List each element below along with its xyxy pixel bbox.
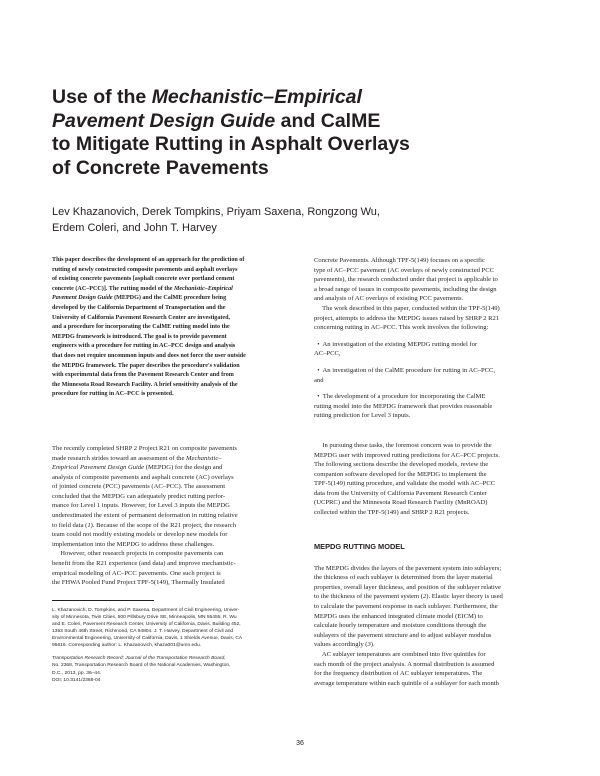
abstract-line: that does not require uncommon inputs and does not force the user outside: [52, 352, 246, 359]
text-line: Concrete Pavements. Although TPF-5(149) focuses on a specific: [314, 257, 485, 264]
author-line: Lev Khazanovich, Derek Tompkins, Priyam Saxena, Rongzong Wu,: [52, 206, 380, 218]
text-line: and: [314, 376, 324, 384]
text-line: mance for Level 1 inputs. However, for Level 3 inputs the MEPDG: [52, 502, 230, 510]
bullet-item: [314, 392, 558, 421]
text-line: • An investigation of the existing MEPDG rutting model for: [314, 340, 478, 348]
text-line: team could not modify existing models or develop new models for: [52, 531, 228, 539]
title-line: of Concrete Pavements: [52, 156, 269, 179]
intro-paragraph: [52, 444, 300, 588]
footnote-line: 1353 South 46th Street, Richmond, CA 94804. J. T. Harvey, Department of Civil and: [52, 629, 234, 635]
text-line: properties, overall layer thickness, and position of the sublayer relative: [314, 583, 501, 591]
title-line: to Mitigate Rutting in Asphalt Overlays: [52, 133, 410, 155]
affiliation-footnote: [52, 607, 300, 650]
text-line: type of AC–PCC pavement (AC overlays of newly constructed PCC: [314, 266, 495, 274]
text-line: AC sublayer temperatures are combined into five quintiles for: [314, 651, 486, 658]
text-line: The work described in this paper, conducted within the TPF-5(149): [314, 304, 500, 312]
footnote-line: D.C., 2013, pp. 36–44.: [52, 670, 102, 676]
text-line: The MEPDG divides the layers of the pavement system into sublayers;: [314, 564, 502, 572]
text-line: data from the University of California Pavement Research Center: [314, 489, 487, 497]
text-line: the FHWA Pooled Fund Project TPF-5(149), Thermally Insulated: [52, 579, 225, 587]
text-line: sublayers of the pavement structure and to adjust sublayer modulus: [314, 631, 492, 639]
text-line: The following sections describe the developed models, review the: [314, 461, 489, 469]
text-line: and analysis of AC overlays of existing PCC pavements.: [314, 295, 464, 303]
abstract-line: rutting of newly constructed composite pavements and asphalt overlays: [52, 266, 238, 273]
text-line: The recently completed SHRP 2 Project R21 on composite pavements: [52, 444, 237, 452]
text-line: project, attempts to address the MEPDG issues raised by SHRP 2 R21: [314, 314, 500, 322]
footnote-line: DOI: 10.3141/2368-04: [52, 677, 101, 683]
paper-title: [52, 86, 522, 180]
abstract-line: the Minnesota Road Research Facility. A brief sensitivity analysis of the: [52, 381, 238, 388]
text-line: AC–PCC,: [314, 350, 341, 358]
abstract-line: Pavement Design Guide (MEPDG) and the CalME procedure being: [52, 295, 227, 302]
text-line: • The development of a procedure for incorporating the CalME: [314, 393, 486, 401]
body-paragraph: [314, 441, 558, 518]
footnote-line: No. 2368, Transportation Research Board of the National Academies, Washington,: [52, 663, 231, 669]
text-line: to calculate the pavement response in each sublayer. Furthermore, the: [314, 603, 498, 611]
text-line: the thickness of each sublayer is determined from the layer material: [314, 574, 493, 582]
text-line: TPF-5(149) rutting procedure, and validate the model with AC–PCC: [314, 480, 496, 488]
body-paragraph: [314, 256, 558, 333]
section-heading: MEPDG RUTTING MODEL: [314, 541, 405, 551]
left-column: [52, 256, 300, 684]
text-line: values accordingly (3).: [314, 641, 375, 649]
footnote-divider: [52, 600, 154, 601]
abstract-line: This paper describes the development of an approach for the prediction of: [52, 257, 245, 263]
body-paragraph: [314, 564, 558, 689]
text-line: average temperature within each quintile of a sublayer for each month: [314, 679, 499, 687]
abstract-line: of existing concrete pavements [asphalt concrete over portland cement: [52, 276, 235, 283]
abstract-line: engineers with a procedure for rutting in AC–PCC design and analysis: [52, 343, 236, 350]
author-line: Erdem Coleri, and John T. Harvey: [52, 222, 217, 234]
abstract-line: the MEPDG framework. The paper describes the procedure's validation: [52, 362, 240, 369]
title-line: Use of the Mechanistic–Empirical: [52, 86, 362, 108]
right-column: [314, 256, 558, 688]
text-line: implementation into the MEPDG to address these challenges.: [52, 540, 215, 548]
abstract-line: MEPDG framework is introduced. The goal is to provide pavement: [52, 333, 227, 340]
text-line: MEPDG user with improved rutting predictions for AC–PCC projects.: [314, 451, 500, 459]
text-line: to field data (1). Because of the scope of the R21 project, the research: [52, 521, 237, 529]
text-line: analysis of composite pavements and asphalt concrete (AC) overlays: [52, 473, 234, 481]
abstract-line: and a procedure for incorporating the CalME rutting model into the: [52, 324, 230, 331]
author-list: [52, 204, 472, 236]
text-line: a broad range of issues in composite pavements, including the design: [314, 285, 497, 293]
text-line: of jointed concrete (PCC) pavements (AC–PCC). The assessment: [52, 483, 226, 491]
abstract: [52, 256, 300, 400]
text-line: • An investigation of the CalME procedure for rutting in AC–PCC,: [314, 366, 496, 374]
text-line: However, other research projects in composite pavements can: [52, 550, 224, 558]
text-line: companion software developed for the MEPDG to implement the: [314, 470, 487, 478]
text-line: In pursuing these tasks, the foremost concern was to provide the: [314, 441, 492, 449]
footnote-line: Environmental Engineering, University of California, Davis, 1 Shields Avenue, Davis, CA: [52, 636, 243, 642]
page-number: 36: [296, 740, 304, 747]
text-line: Empirical Pavement Design Guide (MEPDG) for the design and: [52, 464, 223, 472]
text-line: (UCPRC) and the Minnesota Road Research Facility (MnROAD): [314, 499, 488, 507]
text-line: for the frequency distribution of AC sublayer temperatures. The: [314, 670, 483, 678]
text-line: concluded that the MEPDG can adequately predict rutting perfor-: [52, 492, 226, 500]
footnote-line: sity of Minnesota, Twin Cities, 500 Pillsbury Drive SE, Minneapolis, MN 55455. R. Wu: [52, 614, 237, 620]
abstract-line: procedure for rutting in AC–PCC is presented.: [52, 391, 174, 398]
abstract-line: with experimental data from the Pavement Research Center and from: [52, 372, 234, 379]
abstract-line: developed by the California Department of Transportation and the: [52, 304, 226, 311]
text-line: rutting prediction for Level 3 inputs.: [314, 412, 411, 420]
text-line: made research strides toward an assessment of the Mechanistic–: [52, 454, 222, 462]
text-line: benefit from the R21 experience (and data) and improve mechanistic-: [52, 560, 236, 568]
footnote-line: Transportation Research Record: Journal of the Transportation Research Board,: [52, 656, 226, 662]
footnote-line: 95616. Corresponding author: L. Khazanovich, khaza001@umn.edu.: [52, 643, 202, 649]
abstract-line: concrete (AC–PCC)]. The rutting model of the Mechanistic–Empirical: [52, 285, 233, 292]
title-line: Pavement Design Guide and CalME: [52, 109, 381, 132]
text-line: underestimated the extent of permanent deformation in rutting relative: [52, 512, 238, 520]
text-line: calculate hourly temperature and moisture conditions through the: [314, 622, 487, 630]
text-line: rutting model into the MEPDG framework that provides reasonable: [314, 402, 493, 410]
footnote-line: L. Khazanovich, D. Tompkins, and P. Saxena, Department of Civil Engineering, Univer-: [52, 607, 240, 613]
text-line: to the thickness of the pavement system (2). Elastic layer theory is used: [314, 593, 503, 601]
footnote-line: and E. Coleri, Pavement Research Center, University of California, Davis, Building 452,: [52, 622, 241, 627]
text-line: collected within the TPF-5(149) and SHRP 2 R21 projects.: [314, 509, 470, 517]
text-line: each month of the project analysis. A normal distribution is assumed: [314, 660, 495, 668]
bullet-item: [314, 340, 558, 359]
journal-citation: [52, 655, 300, 683]
abstract-line: University of California Pavement Research Center are investigated,: [52, 314, 231, 321]
bullet-item: [314, 366, 558, 385]
text-line: concerning rutting in AC–PCC. This work involves the following:: [314, 324, 489, 332]
text-line: pavements), the research conducted under that project is applicable to: [314, 276, 498, 284]
text-line: MEPDG uses the enhanced integrated climate model (EICM) to: [314, 612, 483, 620]
text-line: empirical modeling of AC–PCC pavements. One such project is: [52, 569, 221, 577]
